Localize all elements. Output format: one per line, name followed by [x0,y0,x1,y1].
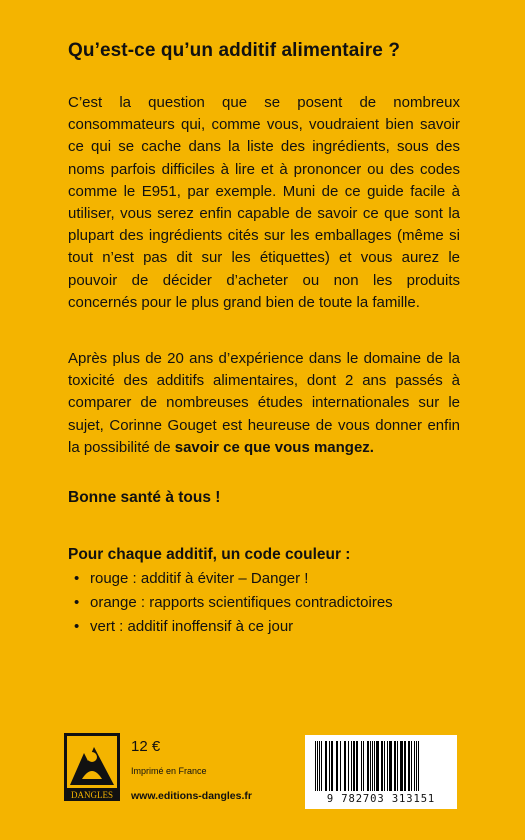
intro-paragraph: C’est la question que se posent de nombreux consommateurs qui, comme vous, voudraient bien savoir ce qui se cache dans la liste des ingrédients, sous des noms parfois difficiles à lire et à prononcer ou des codes comme le E951, par exemple. Muni de ce guide facile à utiliser, vous serez enfin capable de savoir ce que sont la plupart des ingrédients cités sur les emballages (même si tout n’est pas dit sur les étiquettes) et vous aurez le pouvoir de décider d’acheter ou non les produits concernés pour le plus grand bien de toute la famille. [68,94,460,311]
barcode-bar [361,741,362,791]
barcode-bar [408,741,410,791]
barcode-bar [389,741,392,791]
barcode-bar [344,741,346,791]
barcode-bar [384,741,385,791]
barcode-bar [370,741,371,791]
color-code-title: Pour chaque additif, un code couleur : [68,546,351,563]
barcode-bar [325,741,327,791]
barcode-bar [363,741,364,791]
color-code-item-label: rouge : additif à éviter – Danger ! [90,570,309,587]
barcode-bar [372,741,373,791]
bullet-icon: • [74,618,80,635]
printed-in: Imprimé en France [131,766,207,776]
color-code-item-label: vert : additif inoffensif à ce jour [90,618,294,635]
barcode-bar [315,741,316,791]
bullet-icon: • [74,570,80,587]
barcode-bar [317,741,318,791]
barcode-bar [367,741,369,791]
barcode-bar [414,741,415,791]
bullet-icon: • [74,594,80,611]
color-code-item-orange [74,593,404,613]
barcode-bar [387,741,388,791]
barcode-bar [394,741,396,791]
barcode-bar [329,741,330,791]
barcode [305,735,457,809]
barcode-bar [321,741,322,791]
barcode-bar [411,741,412,791]
price: 12 € [131,738,161,755]
publisher-logo-icon [64,733,120,801]
publisher-website: www.editions-dangles.fr [131,790,252,802]
barcode-bar [416,741,417,791]
logo-text: DANGLES [71,790,113,800]
barcode-bar [400,741,403,791]
barcode-bar [418,741,419,791]
barcode-bar [351,741,352,791]
barcode-number: 9 782703 313151 [326,793,436,805]
author-paragraph-bold: savoir ce que vous mangez. [174,438,374,456]
closing-line: Bonne santé à tous ! [68,489,221,506]
color-code-item-red [74,569,404,589]
color-code-item-label: orange : rapports scientifiques contradictoires [90,594,393,611]
color-code-item-green [74,617,404,637]
barcode-bar [397,741,398,791]
barcode-bar [356,741,358,791]
barcode-bar [353,741,355,791]
barcode-bars [305,735,457,795]
cover-heading: Qu’est-ce qu’un additif alimentaire ? [68,40,401,61]
author-paragraph-text: Après plus de 20 ans d’expérience dans le domaine de la toxicité des additifs alimentaires, dont 2 ans passés à comparer de nombreuses études internationales sur le sujet, Corinne Gouget est heureuse de vous donner enfin la possibilité de [68,350,460,456]
author-paragraph [68,348,460,459]
barcode-bar [348,741,349,791]
barcode-bar [340,741,341,791]
barcode-bar [381,741,383,791]
barcode-bar [374,741,375,791]
color-code-list [74,569,404,641]
barcode-bar [336,741,338,791]
barcode-bar [376,741,379,791]
barcode-bar [319,741,320,791]
barcode-bar [331,741,333,791]
barcode-bar [404,741,406,791]
